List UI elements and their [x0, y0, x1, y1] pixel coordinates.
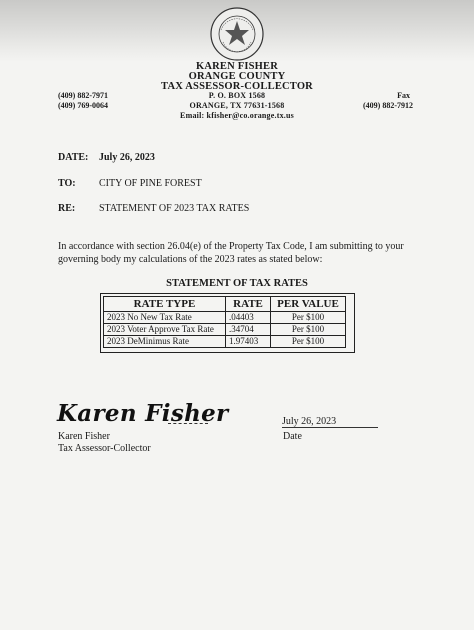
fax-label: Fax: [397, 91, 410, 100]
county-name: ORANGE COUNTY: [188, 71, 286, 82]
handwritten-signature: Karen Fisher: [57, 400, 229, 427]
statement-title: STATEMENT OF TAX RATES: [166, 278, 308, 289]
per-value-cell: Per $100: [271, 324, 346, 336]
rate-cell: 1.97403: [226, 336, 271, 348]
city-address: ORANGE, TX 77631-1568: [189, 101, 285, 110]
to-value: CITY OF PINE FOREST: [99, 178, 202, 189]
fax-number: (409) 882-7912: [363, 101, 413, 110]
date-line: [282, 427, 378, 428]
table-header-row: [104, 297, 346, 312]
phone-number-2: (409) 769-0064: [58, 101, 108, 110]
assessor-name: KAREN FISHER: [195, 61, 279, 72]
table-row: [104, 336, 346, 348]
po-box: P. O. BOX 1568: [208, 91, 266, 100]
email-address: Email: kfisher@co.orange.tx.us: [180, 111, 294, 120]
rate-cell: .34704: [226, 324, 271, 336]
rate-cell: .04403: [226, 312, 271, 324]
to-label: TO:: [58, 178, 76, 189]
rate-type-cell: 2023 DeMinimus Rate: [104, 336, 226, 348]
office-title: TAX ASSESSOR-COLLECTOR: [161, 81, 313, 92]
date-value: July 26, 2023: [99, 152, 155, 163]
date-caption: Date: [283, 431, 302, 442]
signer-role: Tax Assessor-Collector: [58, 443, 151, 454]
rate-type-cell: 2023 Voter Approve Tax Rate: [104, 324, 226, 336]
signed-date: July 26, 2023: [282, 416, 337, 427]
county-seal: [209, 6, 265, 62]
per-value-cell: Per $100: [271, 336, 346, 348]
re-label: RE:: [58, 203, 76, 214]
rate-type-cell: 2023 No New Tax Rate: [104, 312, 226, 324]
phone-number-1: (409) 882-7971: [58, 91, 108, 100]
date-label: DATE:: [58, 152, 89, 163]
signer-name: Karen Fisher: [58, 431, 110, 442]
table-row: [104, 312, 346, 324]
body-paragraph: In accordance with section 26.04(e) of the Property Tax Code, I am submitting to your governing body my calculations of the 2023 rates as stated below:: [58, 241, 404, 265]
column-header: RATE: [226, 297, 271, 312]
column-header: PER VALUE: [271, 297, 346, 312]
signature-line: [168, 423, 208, 424]
re-value: STATEMENT OF 2023 TAX RATES: [99, 203, 250, 214]
table-row: [104, 324, 346, 336]
tax-rates-table: [103, 296, 346, 348]
per-value-cell: Per $100: [271, 312, 346, 324]
column-header: RATE TYPE: [104, 297, 226, 312]
